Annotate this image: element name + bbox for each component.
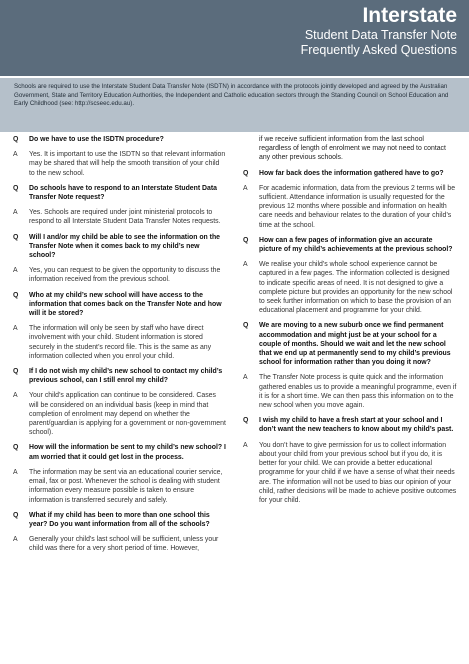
question-text: How far back does the information gathered have to go?	[259, 169, 444, 177]
question-marker: Q	[13, 233, 19, 241]
question-text: If I do not wish my child’s new school to contact my child’s previous school, can I still enrol my child?	[29, 368, 223, 385]
question-marker: Q	[13, 136, 19, 143]
answer-text: Generally your child’s last school will be sufficient, unless your child was there for a very short period of time. However,	[29, 536, 219, 553]
question-marker: Q	[243, 417, 249, 425]
question-text: Do we have to use the ISDTN procedure?	[29, 136, 164, 143]
page-header	[0, 0, 469, 76]
answer-text: The information may be sent via an educational courier service, email, fax or post. Whenever the school is dealing with student information every measure possible is taken to ensure information is transferred securely and safely.	[29, 468, 223, 504]
faq-question	[13, 443, 227, 461]
faq-answer	[243, 373, 457, 410]
answer-text: You don’t have to give permission for us to collect information about your child from your previous school but if you do, it is better for your child. We can provide a better educational programme for your child if we have a sense of what their needs are. The information will not be used to bias our opinion of your child, rather decisions will be made to achieve positive outcomes for your child.	[259, 441, 457, 504]
faq-question	[243, 169, 457, 178]
answer-marker: A	[243, 441, 248, 449]
faq-question	[13, 291, 227, 319]
faq-answer	[13, 324, 227, 361]
faq-question	[243, 321, 457, 367]
question-text: Do schools have to respond to an Interstate Student Data Transfer Note request?	[29, 184, 217, 202]
answer-text: Your child’s application can continue to be considered. Cases will be considered on an individual basis (keep in mind that completion of enrolment may depend on whether the parent/guardian is applying for a government or non-government school).	[29, 392, 226, 437]
question-text: How will the information be sent to my child’s new school? I am worried that it could get lost in the process.	[29, 444, 226, 461]
page-subtitle: Student Data Transfer Note	[304, 28, 457, 42]
faq-question	[13, 135, 227, 144]
question-marker: Q	[243, 169, 249, 177]
answer-marker: A	[13, 392, 18, 400]
faq-question	[13, 511, 227, 529]
question-text: Who at my child’s new school will have access to the information that comes back on the Transfer Note and how will it be stored?	[29, 291, 222, 318]
page-subtitle-2: Frequently Asked Questions	[300, 43, 457, 57]
answer-text: We realise your child’s whole school experience cannot be captured in a few pages. The information collected is designed to indicate specific areas of need. It is not designed to give a complete picture but provides an opportunity for the new school to seek further information on which to base the provision of an educational placement and programme for your child.	[259, 261, 453, 315]
page-title: Interstate	[362, 4, 457, 27]
answer-marker: A	[243, 374, 248, 382]
faq-question	[243, 416, 457, 434]
question-marker: Q	[13, 291, 19, 299]
answer-text: Yes. Schools are required under joint ministerial protocols to respond to all Interstate Student Data Transfer Notes requests.	[29, 209, 221, 226]
question-text: We are moving to a new suburb once we find permanent accommodation and might just be at your school for a couple of months. Should we wait and let the new school that we end up at permanently send to my child’s previous school for information rather than you doing it now?	[259, 322, 451, 367]
answer-text: For academic information, data from the previous 2 terms will be sufficient. Attendance information is usually requested for the previous 12 months where possible and information on health care needs and behaviour relates to the duration of your child’s time at the school.	[259, 184, 456, 229]
question-marker: Q	[13, 184, 19, 192]
answer-text: The Transfer Note process is quite quick and the information gathered enables us to provide a meaningful programme, even if it is for a short time. We can then pass this information on to the new school when you move again.	[259, 374, 457, 410]
answer-text: Yes, you can request to be given the opportunity to discuss the information received from the previous school.	[29, 267, 221, 284]
answer-marker: A	[13, 325, 18, 333]
faq-question	[243, 236, 457, 254]
faq-answer	[13, 208, 227, 226]
left-column	[13, 135, 227, 560]
question-text: What if my child has been to more than one school this year? Do you want information from all of the schools?	[29, 511, 210, 528]
faq-answer	[13, 468, 227, 505]
question-text: I wish my child to have a fresh start at your school and I don’t want the new teachers to know about my child’s past.	[259, 417, 454, 434]
faq-answer-continued	[259, 135, 457, 163]
question-text: Will I and/or my child be able to see the information on the Transfer Note when it comes back to my child’s new school?	[29, 233, 220, 260]
faq-answer	[243, 441, 457, 505]
question-marker: Q	[243, 322, 249, 330]
answer-text: The information will only be seen by staff who have direct involvement with your child. Student information is stored securely in the student’s record file. This is the same as any information collected when you enrol your child.	[29, 325, 212, 360]
intro-paragraph: Schools are required to use the Interstate Student Data Transfer Note (ISDTN) in accordance with the protocols jointly developed and agreed by the Australian Government, State and Territory Education Authorities, the Independent and Catholic education sectors through the Standing Council on School Education and Early Childhood (see: http://scseec.edu.au).	[0, 78, 469, 132]
answer-marker: A	[13, 468, 18, 476]
answer-marker: A	[13, 151, 18, 159]
question-text: How can a few pages of information give an accurate picture of my child’s achievements at the previous school?	[259, 236, 453, 254]
question-marker: Q	[13, 444, 19, 452]
question-marker: Q	[243, 236, 249, 244]
faq-question	[13, 233, 227, 261]
faq-question	[13, 184, 227, 202]
faq-answer	[13, 266, 227, 284]
answer-text: if we receive sufficient information from the last school regardless of length of enrolment we may not need to contact any other previous schools.	[259, 136, 446, 162]
faq-answer	[13, 150, 227, 178]
right-column	[243, 135, 457, 511]
answer-marker: A	[243, 184, 248, 192]
answer-text: Yes. It is important to use the ISDTN so that relevant information may be shared that will help the smooth transition of your child to the new school.	[29, 151, 226, 177]
answer-marker: A	[13, 536, 18, 544]
answer-marker: A	[13, 267, 18, 275]
question-marker: Q	[13, 368, 19, 376]
faq-answer	[13, 535, 227, 553]
faq-answer	[243, 260, 457, 315]
faq-answer	[13, 391, 227, 437]
answer-marker: A	[13, 209, 18, 217]
question-marker: Q	[13, 511, 19, 519]
answer-marker: A	[243, 261, 248, 269]
faq-answer	[243, 184, 457, 230]
faq-question	[13, 367, 227, 385]
